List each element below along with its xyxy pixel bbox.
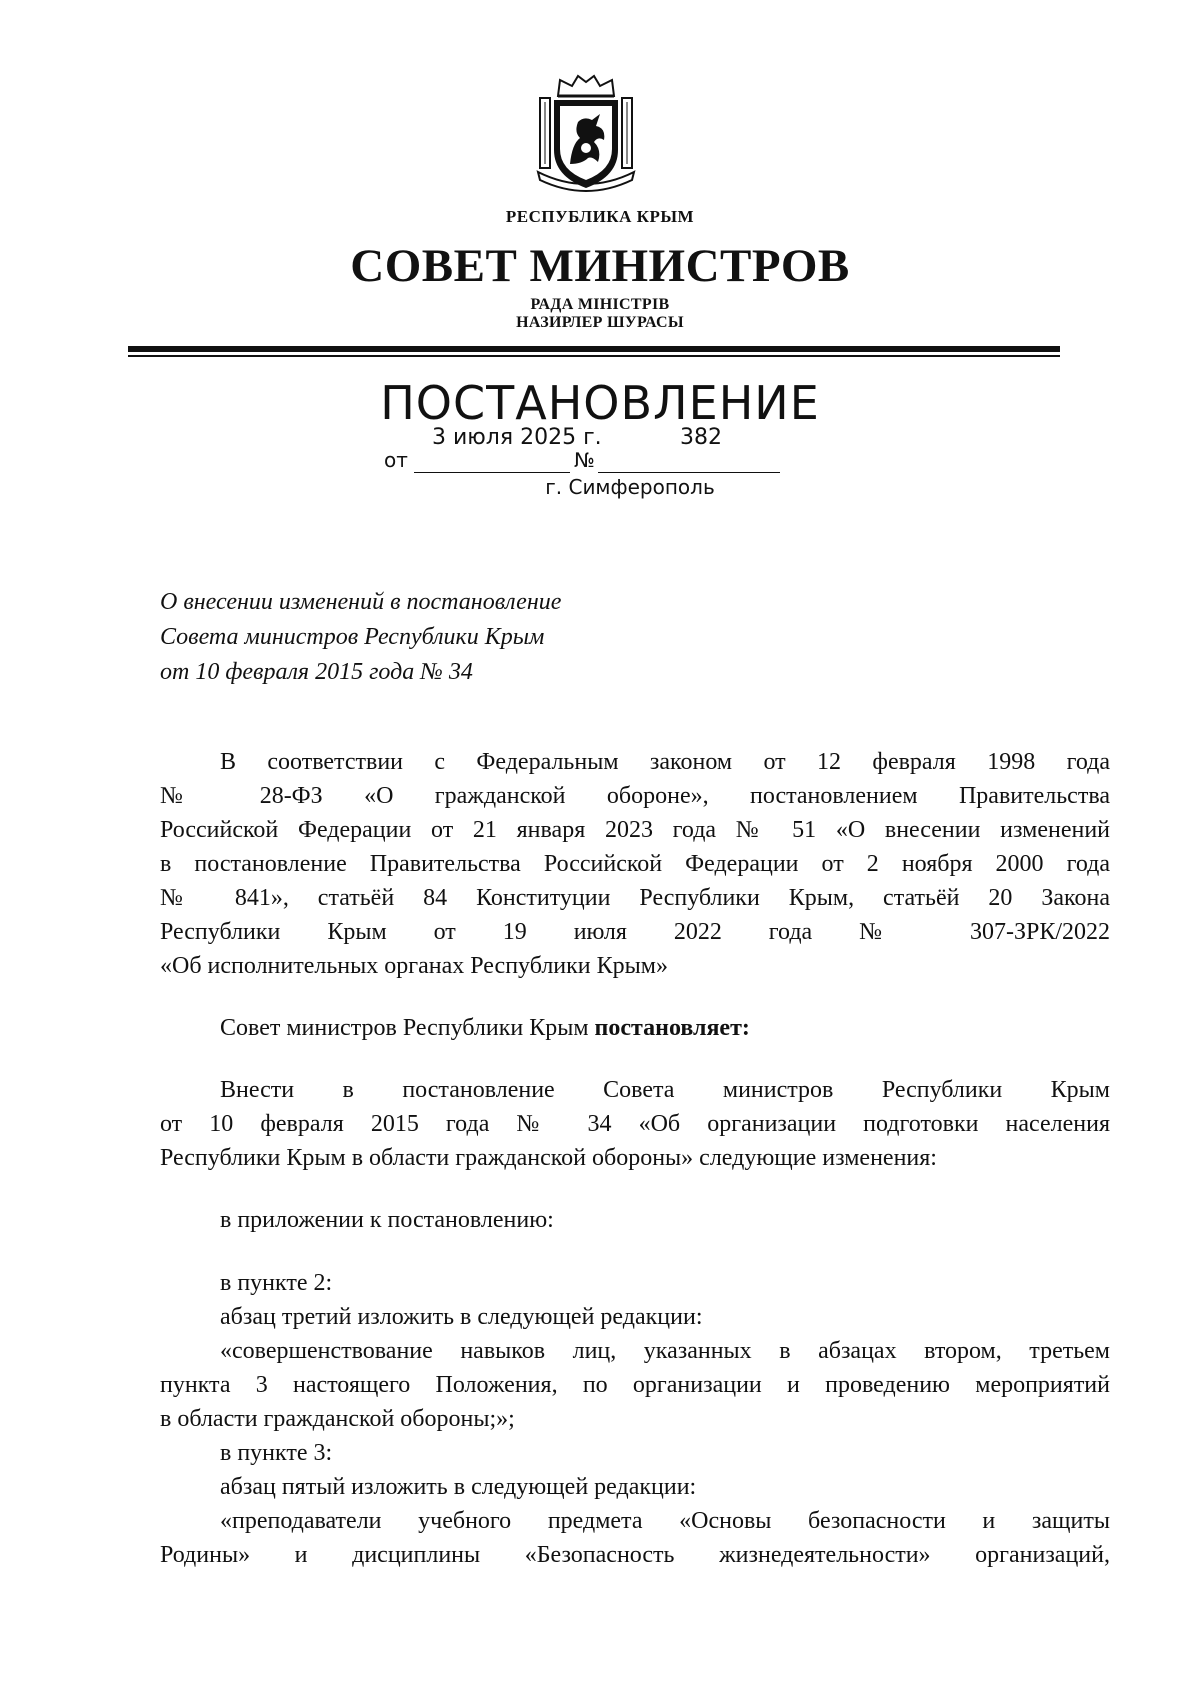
body-line: пункта 3 настоящего Положения, по организации и проведению мероприятий xyxy=(160,1372,1110,1398)
body-line: абзац третий изложить в следующей редакции: xyxy=(220,1304,703,1330)
body-line: в области гражданской обороны;»; xyxy=(160,1406,515,1432)
body-line: Республики Крым в области гражданской обороны» следующие изменения: xyxy=(160,1145,937,1171)
body-line: № 28-ФЗ «О гражданской обороне», постановлением Правительства xyxy=(160,783,1110,809)
number-underline xyxy=(598,472,780,473)
crimea-coat-of-arms-icon xyxy=(536,72,636,194)
subject-line: О внесении изменений в постановление xyxy=(160,589,562,615)
body-line: в приложении к постановлению: xyxy=(220,1207,554,1233)
body-line: в пункте 3: xyxy=(220,1440,333,1466)
resolves-text: Совет министров Республики Крым xyxy=(220,1015,589,1041)
body-line: «преподаватели учебного предмета «Основы безопасности и защиты xyxy=(220,1508,1110,1534)
resolves-line xyxy=(220,1011,1110,1045)
council-title: СОВЕТ МИНИСТРОВ xyxy=(350,240,850,292)
body-line: Внести в постановление Совета министров Республики Крым xyxy=(220,1077,1110,1103)
header-divider-thin xyxy=(128,355,1060,357)
council-title-crimean-tatar: НАЗИРЛЕР ШУРАСЫ xyxy=(516,314,684,331)
document-date: 3 июля 2025 г. xyxy=(432,425,602,450)
body-line: «Об исполнительных органах Республики Крым» xyxy=(160,953,668,979)
number-prefix: № xyxy=(574,448,595,472)
body-line: Республики Крым от 19 июля 2022 года № 307-ЗРК/2022 xyxy=(160,919,1110,945)
body-line: абзац пятый изложить в следующей редакции: xyxy=(220,1474,697,1500)
body-line: Родины» и дисциплины «Безопасность жизнедеятельности» организаций, xyxy=(160,1542,1110,1568)
document-number: 382 xyxy=(680,425,722,450)
body-line: в постановление Правительства Российской Федерации от 2 ноября 2000 года xyxy=(160,851,1110,877)
resolves-keyword: постановляет: xyxy=(594,1015,750,1041)
date-underline xyxy=(414,472,570,473)
city: г. Симферополь xyxy=(545,475,715,499)
body-line: в пункте 2: xyxy=(220,1270,333,1296)
document-subject xyxy=(160,585,561,690)
body-line: № 841», статьёй 84 Конституции Республики Крым, статьёй 20 Закона xyxy=(160,885,1110,911)
body-line: от 10 февраля 2015 года № 34 «Об организации подготовки населения xyxy=(160,1111,1110,1137)
body-line: В соответствии с Федеральным законом от 12 февраля 1998 года xyxy=(220,749,1110,775)
subject-line: от 10 февраля 2015 года № 34 xyxy=(160,659,473,685)
header-divider-thick xyxy=(128,346,1060,352)
subject-line: Совета министров Республики Крым xyxy=(160,624,545,650)
republic-name: РЕСПУБЛИКА КРЫМ xyxy=(505,207,695,226)
council-title-ukrainian: РАДА МІНІСТРІВ xyxy=(530,296,670,313)
document-type: ПОСТАНОВЛЕНИЕ xyxy=(380,376,820,430)
body-line: «совершенствование навыков лиц, указанных в абзацах втором, третьем xyxy=(220,1338,1110,1364)
date-prefix: от xyxy=(384,448,408,472)
body-line: Российской Федерации от 21 января 2023 года № 51 «О внесении изменений xyxy=(160,817,1110,843)
